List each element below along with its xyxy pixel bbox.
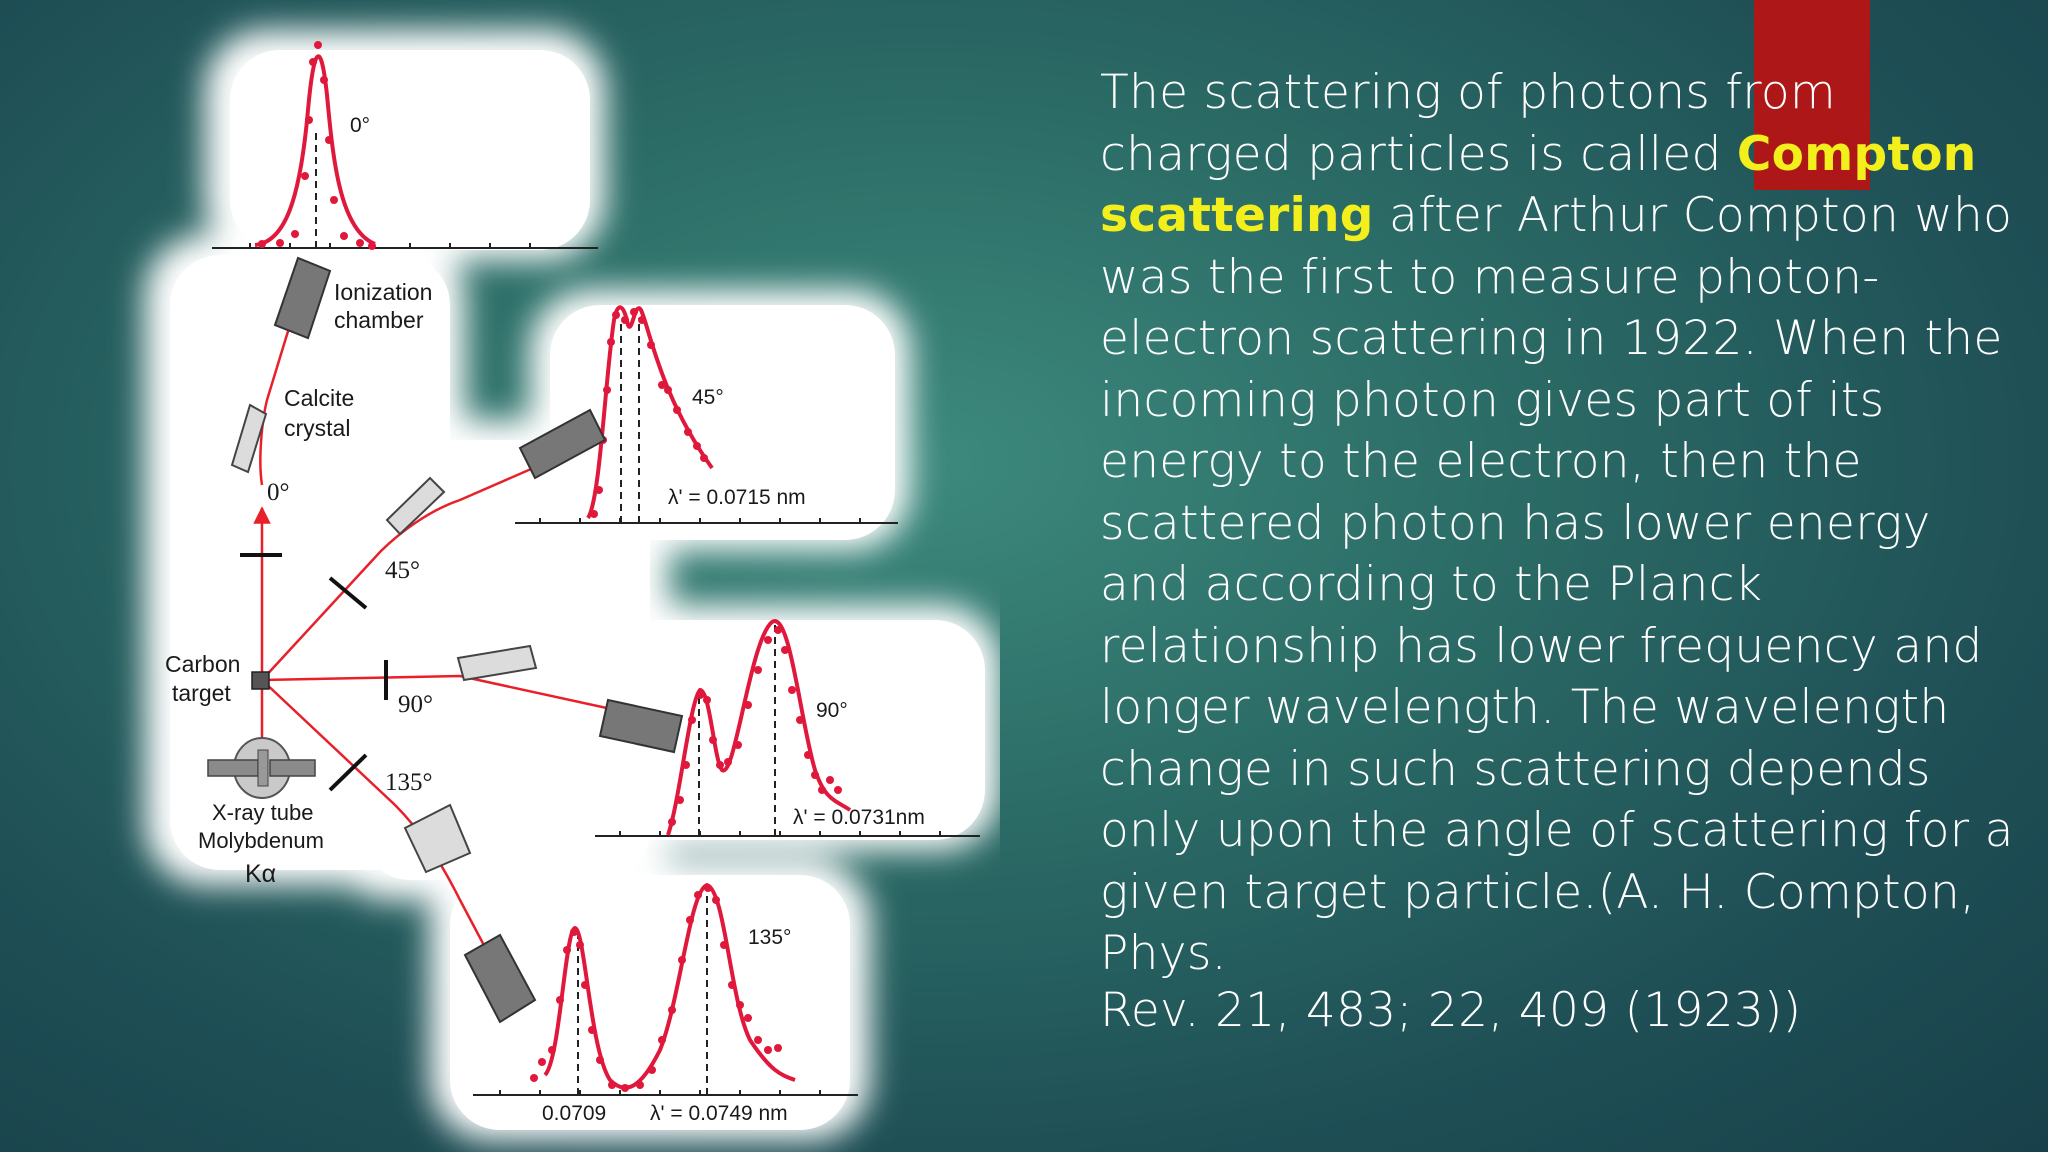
xray-label-line1: X-ray tube <box>212 800 314 825</box>
carbon-label-line2: target <box>172 680 231 706</box>
plot-90-angle-label: 90° <box>816 699 848 722</box>
ionization-label-line2: chamber <box>334 307 424 333</box>
xray-label-line2: Molybdenum <box>198 828 324 853</box>
calcite-label-line2: crystal <box>284 415 351 441</box>
paragraph-citation-line: Rev. 21, 483; 22, 409 (1923)) <box>1100 982 1802 1038</box>
plot-45-angle-label: 45° <box>692 386 724 409</box>
compton-scattering-diagram <box>0 0 1000 1152</box>
plot-135-wavelength-label: λ' = 0.0749 nm <box>650 1102 788 1125</box>
ray-angle-135-label: 135° <box>385 769 433 796</box>
slide-paragraph <box>1100 62 2020 1037</box>
carbon-target <box>252 672 269 689</box>
plot-135-angle-label: 135° <box>748 926 792 949</box>
paragraph-part1: The scattering of photons from charged particles is called <box>1100 65 1836 182</box>
plot-0-angle-label: 0° <box>350 114 371 137</box>
plot-135-peak-label: 0.0709 <box>542 1102 607 1125</box>
plot-90-wavelength-label: λ' = 0.0731nm <box>793 806 925 829</box>
ionization-label-line1: Ionization <box>334 279 433 305</box>
highlight-compton-scattering: Compton scattering <box>1100 126 1977 243</box>
paragraph-part2: after Arthur Compton who was the first to measure photon-electron scattering in 1922. When the incoming photon gives part of its energy to the electron, then the scattered photon has lower energy and according to the Planck relationship has lower frequency and longer wavelength. The wavelength change in such scattering depends only upon the angle of scattering for a given target particle.(A. H. Compton, Phys. <box>1100 188 2014 981</box>
carbon-label-line1: Carbon <box>165 651 241 677</box>
ray-angle-0-label: 0° <box>267 479 290 506</box>
ray-angle-45-label: 45° <box>385 557 420 584</box>
xray-label-line3: Kα <box>245 860 277 888</box>
calcite-label-line1: Calcite <box>284 385 355 411</box>
plot-45-wavelength-label: λ' = 0.0715 nm <box>668 486 806 509</box>
ray-angle-90-label: 90° <box>398 691 433 718</box>
